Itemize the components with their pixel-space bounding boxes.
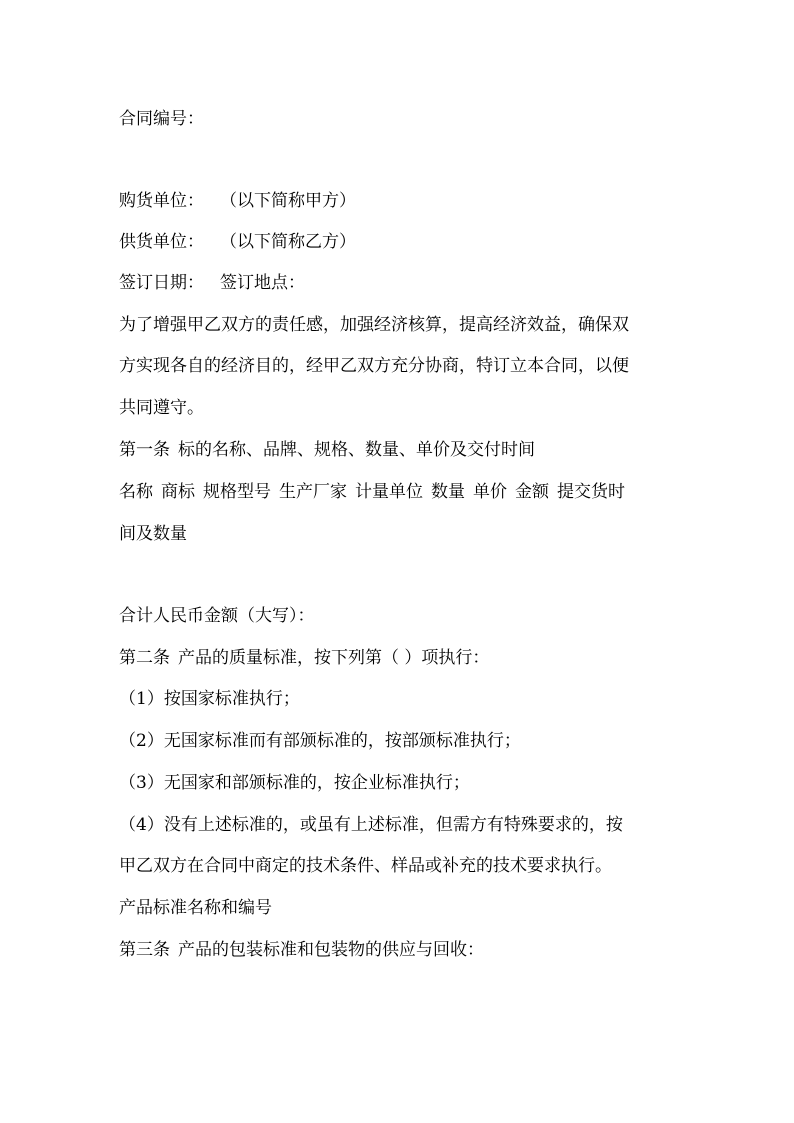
seller-line xyxy=(119,231,689,253)
intro-text-2: 方实现各自的经济目的，经甲乙双方充分协商，特订立本合同，以便 xyxy=(119,356,629,376)
seller-note: （以下简称乙方） xyxy=(220,232,356,252)
option-4-line-1 xyxy=(119,814,689,836)
intro-text-3: 共同遵守。 xyxy=(119,398,204,418)
table-header: 名称 xyxy=(119,482,153,502)
buyer-label: 购货单位： xyxy=(119,191,204,211)
buyer-note: （以下简称甲方） xyxy=(220,191,356,211)
article-2-heading xyxy=(119,647,689,669)
intro-line-1 xyxy=(119,314,689,336)
option-1-text: （1）按国家标准执行； xyxy=(119,689,300,709)
article-1-heading xyxy=(119,439,689,461)
total-amount-label: 合计人民币金额（大写）： xyxy=(119,606,315,626)
option-4-text-2: 甲乙双方在合同中商定的技术条件、样品或补充的技术要求执行。 xyxy=(119,856,612,876)
article-1-number: 第一条 xyxy=(119,440,170,460)
option-3-text: （3）无国家和部颁标准的，按企业标准执行； xyxy=(119,773,470,793)
sign-date-label: 签订日期： xyxy=(119,273,204,293)
table-header-line-cont xyxy=(119,523,689,545)
option-4-line-2 xyxy=(119,855,689,877)
article-2-title: 产品的质量标准，按下列第（ ）项执行： xyxy=(178,648,490,668)
table-header: 商标 xyxy=(161,482,195,502)
table-header: 金额 xyxy=(515,482,549,502)
article-1-title: 标的名称、品牌、规格、数量、单价及交付时间 xyxy=(178,440,535,460)
contract-number-label: 合同编号： xyxy=(119,109,204,129)
intro-line-2 xyxy=(119,355,689,377)
option-1 xyxy=(119,688,689,710)
table-header-cont: 间及数量 xyxy=(119,524,187,544)
option-3 xyxy=(119,772,689,794)
article-2-number: 第二条 xyxy=(119,648,170,668)
sign-place-label: 签订地点： xyxy=(220,273,305,293)
seller-label: 供货单位： xyxy=(119,232,204,252)
article-3-heading xyxy=(119,939,689,961)
standard-name-line xyxy=(119,897,689,919)
table-header: 计量单位 xyxy=(355,482,423,502)
intro-text-1: 为了增强甲乙双方的责任感，加强经济核算，提高经济效益，确保双 xyxy=(119,315,629,335)
option-4-text-1: （4）没有上述标准的，或虽有上述标准，但需方有特殊要求的，按 xyxy=(119,815,623,835)
table-header: 生产厂家 xyxy=(279,482,347,502)
contract-number-line xyxy=(119,108,689,130)
buyer-line xyxy=(119,190,689,212)
option-2-text: （2）无国家标准而有部颁标准的，按部颁标准执行； xyxy=(119,731,521,751)
intro-line-3 xyxy=(119,397,689,419)
sign-info-line xyxy=(119,272,689,294)
table-header: 数量 xyxy=(431,482,465,502)
table-header: 单价 xyxy=(473,482,507,502)
table-header: 提交货时 xyxy=(557,482,625,502)
option-2 xyxy=(119,730,689,752)
table-header-line xyxy=(119,481,689,503)
article-3-number: 第三条 xyxy=(119,940,170,960)
standard-name-label: 产品标准名称和编号 xyxy=(119,898,272,918)
total-amount-line xyxy=(119,605,689,627)
article-3-title: 产品的包装标准和包装物的供应与回收： xyxy=(178,940,484,960)
table-header: 规格型号 xyxy=(203,482,271,502)
